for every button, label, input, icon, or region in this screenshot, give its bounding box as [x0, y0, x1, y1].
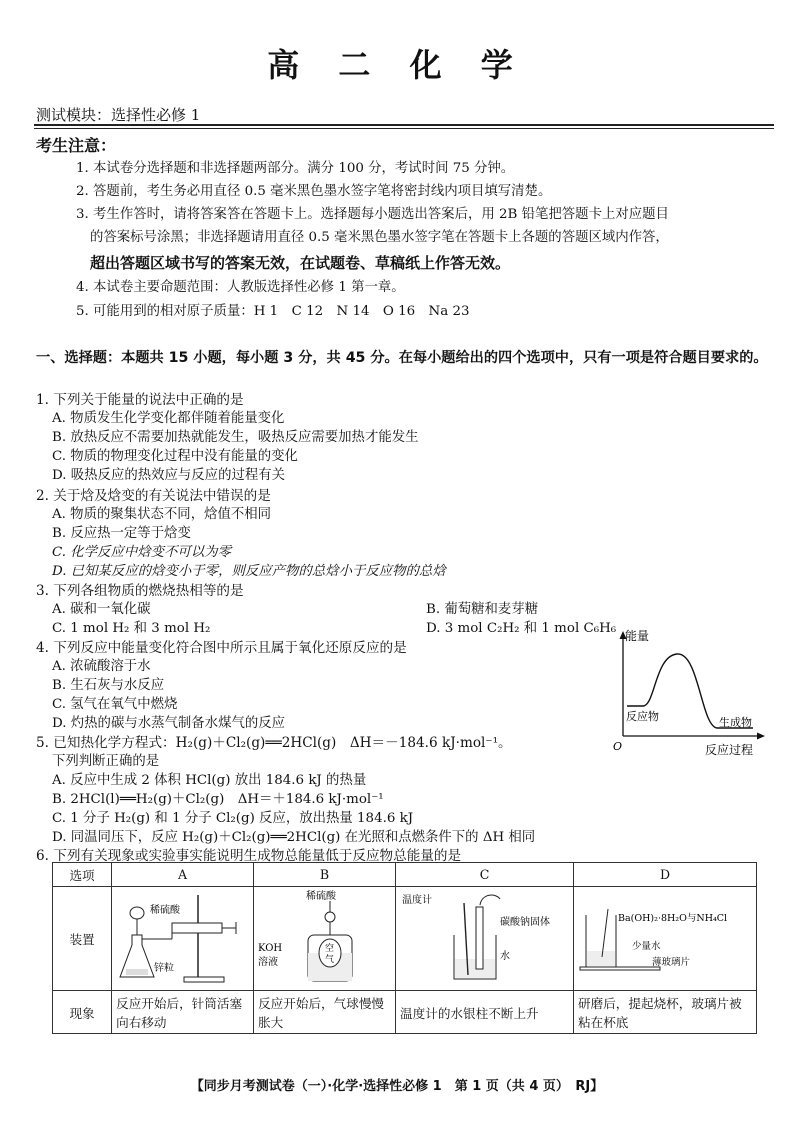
q3-option-b: B. 葡萄糖和麦芽糖: [426, 602, 539, 617]
y-axis-label: 能量: [625, 629, 650, 643]
page-footer: 【同步月考测试卷（一）·化学·选择性必修 1 第 1 页（共 4 页） RJ】: [190, 1079, 604, 1094]
product-label: 生成物: [719, 716, 752, 729]
notice-item-3: 3. 考生作答时，请将答案答在答题卡上。选择题每小题选出答案后，用 2B 铅笔把答题卡上对应题目: [76, 207, 669, 222]
q4-stem: 4. 下列反应中能量变化符合图中所示且属于氧化还原反应的是: [36, 640, 407, 656]
q1-option-a: A. 物质发生化学变化都伴随着能量变化: [52, 411, 285, 426]
q4-option-b: B. 生石灰与水反应: [52, 678, 165, 693]
q3-stem: 3. 下列各组物质的燃烧热相等的是: [36, 583, 244, 599]
q6-device-row: [53, 887, 757, 991]
label-sodium-carbonate: 碳酸钠固体: [500, 917, 551, 928]
q2-option-c: C. 化学反应中焓变不可以为零: [52, 545, 231, 560]
q1-option-b: B. 放热反应不需要加热就能发生，吸热反应需要加热才能发生: [52, 430, 419, 445]
notice-item-5: 5. 可能用到的相对原子质量：H 1 C 12 N 14 O 16 Na 23: [76, 304, 470, 319]
q1-option-d: D. 吸热反应的热效应与反应的过程有关: [52, 468, 286, 483]
q4-option-d: D. 灼热的碳与水蒸气制备水煤气的反应: [52, 716, 286, 731]
q5-option-d: D. 同温同压下，反应 H₂(g)＋Cl₂(g)══2HCl(g) 在光照和点燃条件下的 ΔH 相同: [52, 830, 536, 845]
q2-option-b: B. 反应热一定等于焓变: [52, 526, 191, 541]
test-module: 测试模块：选择性必修 1: [36, 106, 201, 124]
label-glass-sheet: 薄玻璃片: [652, 957, 691, 968]
header-rule-thin: [34, 128, 774, 129]
q6-table: [52, 862, 757, 1034]
notice-item-4: 4. 本试卷主要命题范围：人教版选择性必修 1 第一章。: [76, 280, 405, 295]
notice-item-3-cont: 的答案标号涂黑；非选择题请用直径 0.5 毫米黑色墨水签字笔在答题卡上各题的答题区域内作答，: [90, 230, 669, 245]
q2-stem: 2. 关于焓及焓变的有关说法中错误的是: [36, 488, 271, 504]
label-thermometer: 温度计: [402, 895, 433, 906]
label-water: 水: [500, 951, 511, 962]
q5-stem: 5. 已知热化学方程式：H₂(g)＋Cl₂(g)══2HCl(g) ΔH＝－184.6 kJ·mol⁻¹。: [36, 735, 512, 751]
q6-stem: 6. 下列有关现象或实验事实能说明生成物总能量低于反应物总能量的是: [36, 848, 462, 864]
q6-header-c: C: [396, 863, 574, 887]
q5-stem-2: 下列判断正确的是: [52, 754, 160, 769]
header-rule: [34, 124, 774, 126]
q3-option-d: D. 3 mol C₂H₂ 和 1 mol C₆H₆: [426, 621, 617, 636]
q6-phenomenon-label: 现象: [53, 991, 112, 1034]
label-baoh2: Ba(OH)₂·8H₂O与NH₄Cl: [618, 913, 728, 924]
label-dilute-sulfuric-a: 稀硫酸: [150, 905, 181, 916]
label-air-1: 空: [325, 944, 335, 954]
apparatus-a: [112, 887, 252, 987]
q6-phenomenon-row: [53, 991, 757, 1034]
x-axis-arrow: [757, 733, 765, 740]
q2-option-d: D. 已知某反应的焓变小于零，则反应产物的总焓小于反应物的总焓: [52, 564, 446, 579]
q4-option-a: A. 浓硫酸溶于水: [52, 659, 151, 674]
q3-option-c: C. 1 mol H₂ 和 3 mol H₂: [52, 621, 211, 636]
notice-item-1: 1. 本试卷分选择题和非选择题两部分。满分 100 分，考试时间 75 分钟。: [76, 161, 515, 176]
notice-title: 考生注意：: [36, 136, 117, 155]
apparatus-b: [254, 887, 394, 987]
label-little-water: 少量水: [632, 941, 661, 952]
origin-label: O: [613, 740, 623, 753]
q6-header-d: D: [574, 863, 757, 887]
notice-item-2: 2. 答题前，考生务必用直径 0.5 毫米黑色墨水签字笔将密封线内项目填写清楚。: [76, 184, 552, 199]
q4-option-c: C. 氢气在氧气中燃烧: [52, 697, 178, 712]
q2-option-a: A. 物质的聚集状态不同，焓值不相同: [52, 507, 272, 522]
q5-option-a: A. 反应中生成 2 体积 HCl(g) 放出 184.6 kJ 的热量: [52, 773, 367, 788]
x-axis-label: 反应过程: [705, 743, 754, 757]
q6-phenomenon-d: 研磨后，提起烧杯，玻璃片被粘在杯底: [574, 991, 757, 1034]
apparatus-d: [574, 887, 755, 987]
energy-diagram: [605, 628, 770, 758]
q6-header-option: 选项: [53, 863, 112, 887]
label-zinc: 锌粒: [154, 963, 175, 974]
reactant-label: 反应物: [626, 710, 659, 723]
label-dilute-sulfuric-b: 稀硫酸: [306, 891, 337, 902]
q6-device-b: [254, 887, 396, 991]
q6-header-row: [53, 863, 757, 887]
label-koh: KOH: [258, 943, 283, 954]
q6-device-c: [396, 887, 574, 991]
page-title: 高 二 化 学: [267, 46, 527, 84]
q6-device-label: 装置: [53, 887, 112, 991]
q3-option-a: A. 碳和一氧化碳: [52, 602, 151, 617]
q6-header-b: B: [254, 863, 396, 887]
q6-phenomenon-a: 反应开始后，针筒活塞向右移动: [112, 991, 254, 1034]
q6-phenomenon-b: 反应开始后，气球慢慢胀大: [254, 991, 396, 1034]
q1-option-c: C. 物质的物理变化过程中没有能量的变化: [52, 449, 298, 464]
section-title: 一、选择题：本题共 15 小题，每小题 3 分，共 45 分。在每小题给出的四个选项中，只有一项是符合题目要求的。: [36, 350, 768, 366]
q6-device-a: [112, 887, 254, 991]
q5-option-c: C. 1 分子 H₂(g) 和 1 分子 Cl₂(g) 反应，放出热量 184.6 kJ: [52, 811, 414, 826]
q1-stem: 1. 下列关于能量的说法中正确的是: [36, 392, 244, 408]
q6-header-a: A: [112, 863, 254, 887]
apparatus-c: [396, 887, 572, 987]
q6-device-d: [574, 887, 757, 991]
q5-option-b: B. 2HCl(l)══H₂(g)＋Cl₂(g) ΔH＝＋184.6 kJ·mol⁻¹: [52, 792, 384, 807]
q6-phenomenon-c: 温度计的水银柱不断上升: [396, 991, 574, 1034]
label-air-2: 气: [325, 955, 335, 965]
notice-item-3-bold: 超出答题区域书写的答案无效，在试题卷、草稿纸上作答无效。: [90, 254, 511, 272]
label-solution: 溶液: [258, 957, 279, 968]
